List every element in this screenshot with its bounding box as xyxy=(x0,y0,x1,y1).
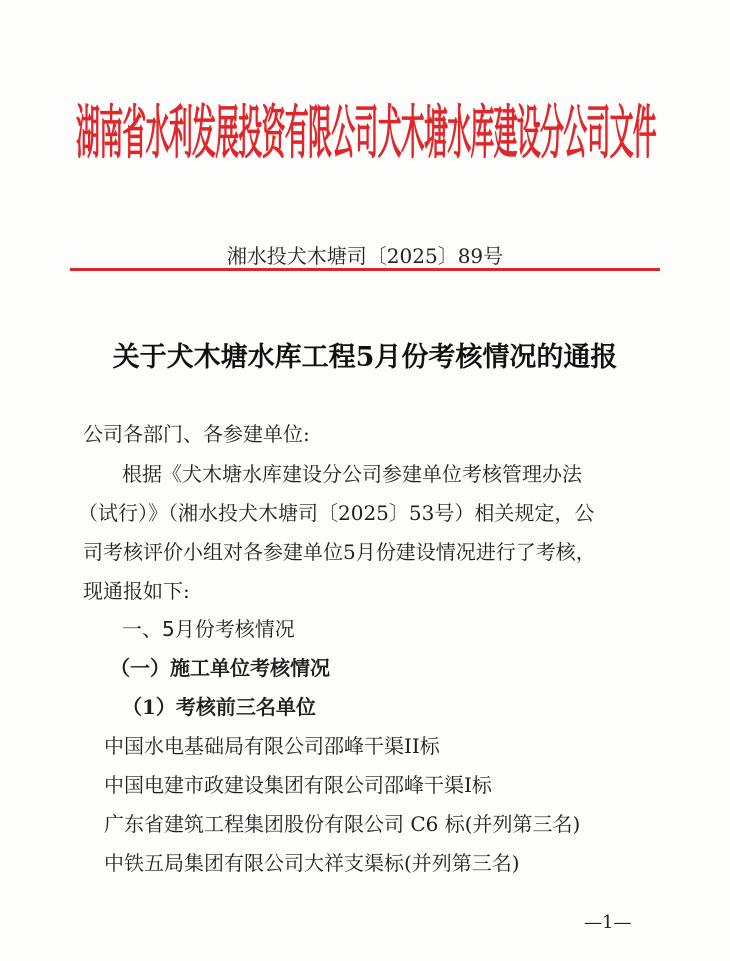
body-line: 根据《犬木塘水库建设分公司参建单位考核管理办法 xyxy=(122,462,582,486)
body-line: （试行）》（湘水投犬木塘司〔2025〕53号）相关规定，公 xyxy=(78,501,595,525)
header-divider xyxy=(70,268,660,271)
unit-list-item: 中铁五局集团有限公司大祥支渠标(并列第三名) xyxy=(104,851,520,875)
item-heading: （1）考核前三名单位 xyxy=(122,695,316,719)
unit-list-item: 中国电建市政建设集团有限公司邵峰干渠I标 xyxy=(104,773,492,797)
issuer-title: 湖南省水利发展投资有限公司犬木塘水库建设分公司文件 xyxy=(76,100,656,168)
subsection-heading: （一）施工单位考核情况 xyxy=(110,656,330,680)
document-number: 湘水投犬木塘司〔2025〕89号 xyxy=(226,244,504,268)
unit-list-item: 广东省建筑工程集团股份有限公司 C6 标(并列第三名) xyxy=(104,812,581,836)
section-heading: 一、5月份考核情况 xyxy=(122,617,295,641)
unit-list-item: 中国水电基础局有限公司邵峰干渠II标 xyxy=(104,734,440,758)
page-number: —1— xyxy=(584,912,632,933)
notice-title: 关于犬木塘水库工程5月份考核情况的通报 xyxy=(112,342,618,373)
salutation: 公司各部门、各参建单位: xyxy=(83,422,310,446)
body-line: 司考核评价小组对各参建单位5月份建设情况进行了考核， xyxy=(83,540,596,564)
body-line: 现通报如下: xyxy=(83,579,190,603)
